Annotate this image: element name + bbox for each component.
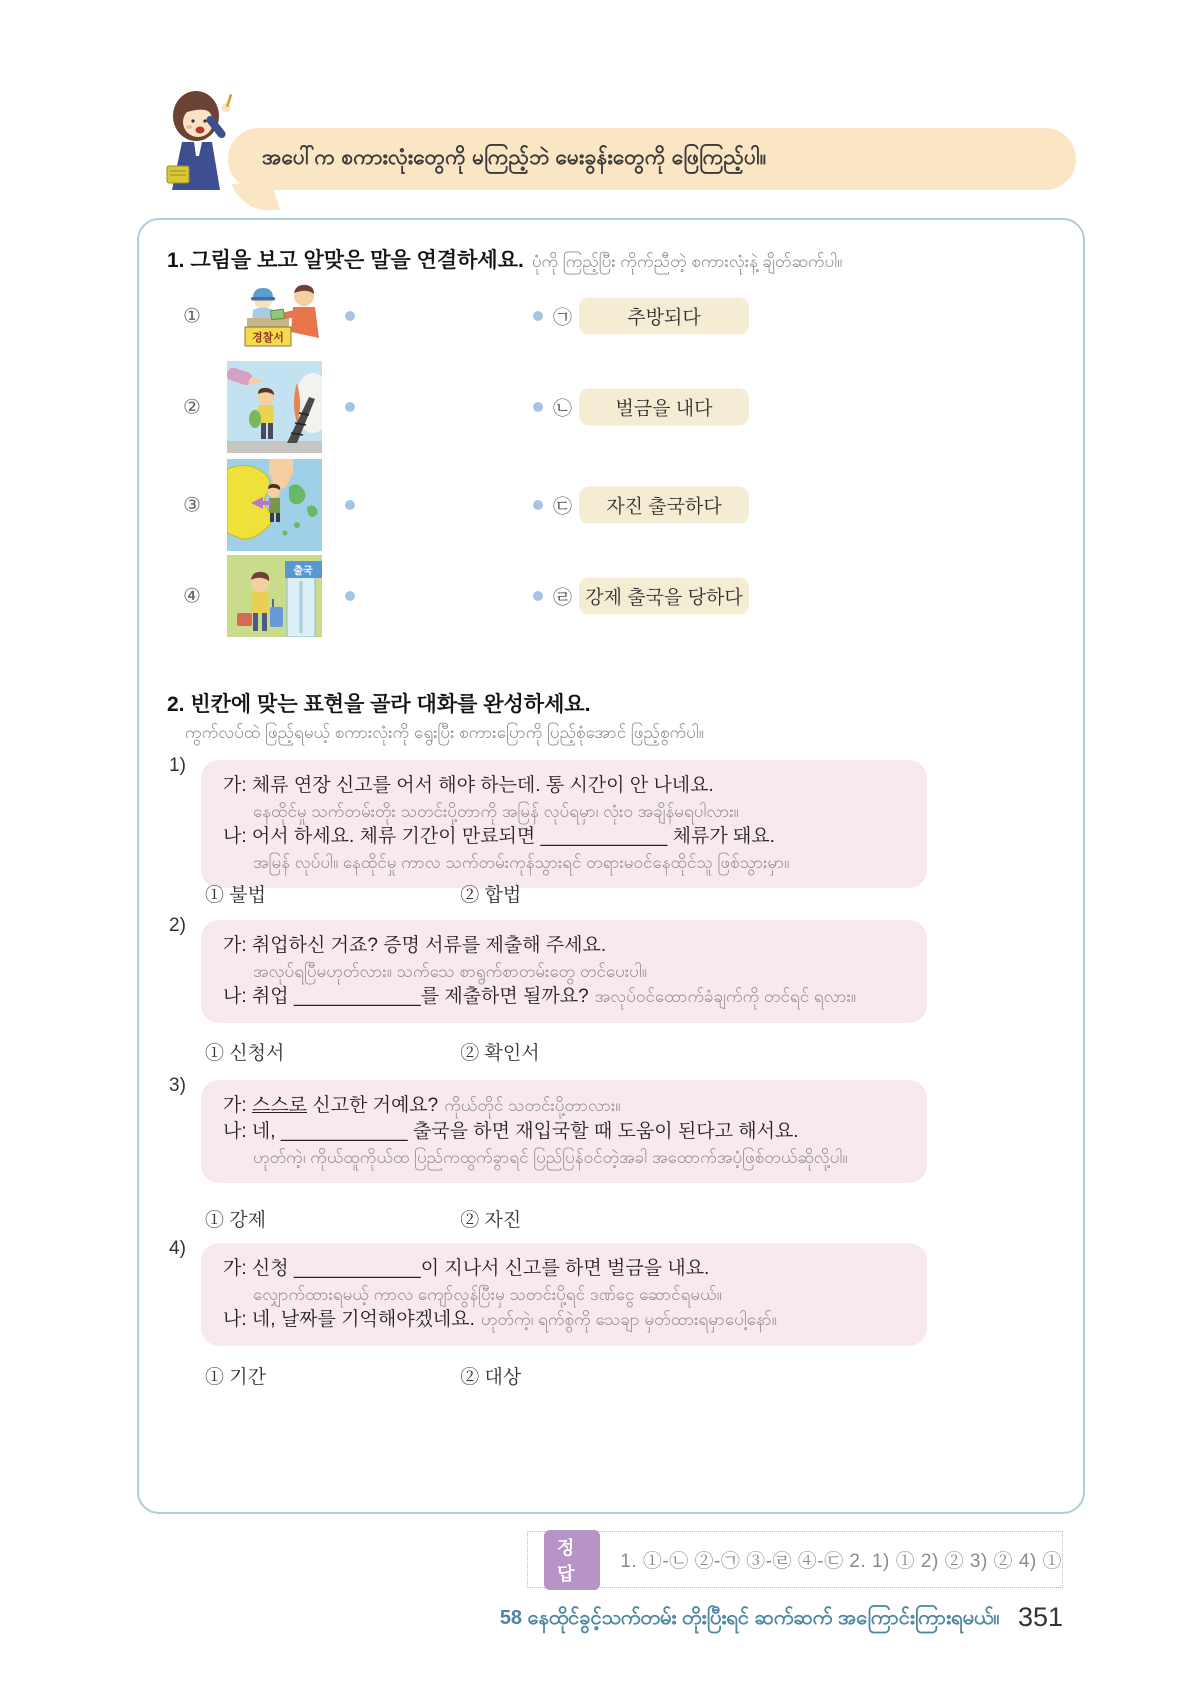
- item-number: ③: [183, 494, 201, 517]
- answer-label: ㉣: [553, 587, 573, 609]
- exercise-panel: [137, 218, 1085, 1514]
- teacher-mascot-illustration: [150, 86, 242, 198]
- dialogue-number: 2): [169, 915, 186, 936]
- answer-label: ㉡: [553, 398, 573, 420]
- dialogue-line-burmese: လျှောက်ထားရမယ့် ကာလ ကျော်လွန်ပြီးမှ သတင်းပို့ရင် ဒဏ်ငွေ ဆောင်ရမယ်။: [253, 1285, 722, 1304]
- match-dot-left: [345, 311, 355, 321]
- option-1: ① 강제: [205, 1210, 266, 1231]
- matching-row-1: [139, 276, 1083, 356]
- answer-key-text: 1. ①-㉡ ②-㉠ ③-㉣ ④-㉢ 2. 1) ① 2) ② 3) ② 4) ①: [620, 1551, 1062, 1572]
- answer-box: 강제 출국을 당하다: [579, 578, 749, 615]
- dialogue-line-korean: 나: 네, 날짜를 기억해야겠네요. ဟုတ်ကဲ့၊ ရက်စွဲကို သေချာ မှတ်ထားရမှာပေါ့နော်။: [223, 1309, 777, 1330]
- map-removal-illustration: [227, 459, 322, 551]
- matching-row-4: [139, 554, 1083, 638]
- dialogue-inline-burmese: အလုပ်ဝင်ထောက်ခံချက်ကို တင်ရင် ရလား။: [594, 987, 857, 1006]
- option-1: ① 신청서: [205, 1043, 285, 1064]
- options-row-1: [205, 880, 905, 907]
- dialogue-line-korean: 나: 어서 하세요. 체류 기간이 만료되면 ____________ 체류가 돼요.: [223, 826, 775, 847]
- exercise2-title: [167, 688, 591, 718]
- dialogue-box-4: [201, 1243, 927, 1346]
- option-2: ② 자진: [460, 1210, 522, 1231]
- item-number: ①: [183, 305, 201, 328]
- item-number: ④: [183, 585, 201, 608]
- match-dot-right: [533, 402, 543, 412]
- match-dot-left: [345, 500, 355, 510]
- exercise2-title-korean: 2. 빈칸에 맞는 표현을 골라 대화를 완성하세요.: [167, 693, 591, 716]
- dialogue-box-2: [201, 920, 927, 1023]
- option-1: ① 불법: [205, 885, 266, 906]
- svg-text:출국: 출국: [293, 566, 313, 577]
- match-dot-left: [345, 402, 355, 412]
- dialogue-line-korean: 가: 신청 ____________이 지나서 신고를 하면 벌금을 내요.: [223, 1258, 710, 1279]
- dialogue-line-korean: 가: 취업하신 거죠? 증명 서류를 제출해 주세요.: [223, 935, 607, 956]
- dialogue-line-burmese: နေထိုင်မှု သက်တမ်းတိုး သတင်းပို့တာကို အမြန် လုပ်ရမှာ၊ လုံးဝ အချိန်မရပါလား။: [253, 802, 739, 821]
- dialogue-line-korean: 나: 취업 ____________를 제출하면 될까요? အလုပ်ဝင်ထောက်ခံချက်ကို တင်ရင် ရလား။: [223, 986, 857, 1007]
- option-1: ① 기간: [205, 1367, 266, 1388]
- airplane-boarding-illustration: [227, 361, 322, 453]
- dialogue-line-burmese: အမြန် လုပ်ပါ။ နေထိုင်မှု ကာလ သက်တမ်းကုန်သွားရင် တရားမဝင်နေထိုင်သူ ဖြစ်သွားမှာ။: [253, 853, 790, 872]
- dialogue-line-korean: 가: 스스로 신고한 거예요? ကိုယ်တိုင် သတင်းပို့တာလား။: [223, 1095, 621, 1116]
- item-number: ②: [183, 396, 201, 419]
- match-dot-right: [533, 500, 543, 510]
- dialogue-inline-burmese: ကိုယ်တိုင် သတင်းပို့တာလား။: [444, 1096, 621, 1115]
- option-2: ② 확인서: [460, 1043, 540, 1064]
- dialogue-line-burmese: ဟုတ်ကဲ့၊ ကိုယ်ထူကိုယ်ထ ပြည်ကထွက်ခွာရင် ပြည်ပြန်ဝင်တဲ့အခါ အထောက်အပံ့ဖြစ်တယ်ဆိုလို့ပါ။: [253, 1148, 848, 1167]
- matching-row-2: [139, 360, 1083, 454]
- options-row-2: [205, 1038, 905, 1065]
- answer-label: ㉢: [553, 496, 573, 518]
- header-instruction-text: အပေါ်က စကားလုံးတွေကို မကြည့်ဘဲ မေးခွန်းတွေကို ဖြေကြည့်ပါ။: [262, 145, 767, 169]
- svg-text:경찰서: 경찰서: [252, 332, 284, 344]
- options-row-4: [205, 1362, 905, 1389]
- exercise2-subtitle: [185, 722, 704, 747]
- exercise1-title-burmese: ပုံကို ကြည့်ပြီး ကိုက်ညီတဲ့ စကားလုံးနဲ့ ချိတ်ဆက်ပါ။: [531, 252, 843, 271]
- dialogue-box-1: [201, 760, 927, 888]
- options-row-3: [205, 1205, 905, 1232]
- underlined-word: 스스로: [251, 1095, 307, 1116]
- dialogue-inline-burmese: ဟုတ်ကဲ့၊ ရက်စွဲကို သေချာ မှတ်ထားရမှာပေါ့နော်။: [480, 1310, 777, 1329]
- answer-key-box: [527, 1531, 1063, 1588]
- exercise1-title-korean: 1. 그림을 보고 알맞은 말을 연결하세요.: [167, 249, 524, 272]
- exercise1-title: [167, 244, 842, 276]
- header-instruction-band: [228, 128, 1076, 190]
- dialogue-box-3: [201, 1080, 927, 1183]
- answer-box: 추방되다: [579, 298, 749, 335]
- dialogue-line-korean: 가: 체류 연장 신고를 어서 해야 하는데. 통 시간이 안 나네요.: [223, 775, 714, 796]
- answer-key-badge: 정답: [544, 1530, 600, 1590]
- dialogue-number: 3): [169, 1075, 186, 1096]
- match-dot-right: [533, 311, 543, 321]
- exercise2-subtitle-burmese: ကွက်လပ်ထဲ ဖြည့်ရမယ့် စကားလုံးကို ရွေးပြီး စကားပြောကို ပြည့်စုံအောင် ဖြည့်စွက်ပါ။: [185, 723, 704, 742]
- page-number: 351: [1017, 1602, 1063, 1632]
- answer-box: 자진 출국하다: [579, 487, 749, 524]
- match-dot-left: [345, 591, 355, 601]
- departure-gate-illustration: [227, 555, 322, 637]
- page-footer: [0, 1602, 1063, 1634]
- match-dot-right: [533, 591, 543, 601]
- option-2: ② 대상: [460, 1367, 522, 1388]
- police-station-illustration: [227, 280, 322, 352]
- option-2: ② 합법: [460, 885, 522, 906]
- dialogue-number: 4): [169, 1238, 186, 1259]
- dialogue-line-burmese: အလုပ်ရပြီမဟုတ်လား။ သက်သေ စာရွက်စာတမ်းတွေ တင်ပေးပါ။: [253, 962, 647, 981]
- answer-box: 벌금을 내다: [579, 389, 749, 426]
- lesson-title: 58 နေထိုင်ခွင့်သက်တမ်း တိုးပြီးရင် ဆက်ဆက် အကြောင်းကြားရမယ်။: [499, 1607, 1000, 1629]
- answer-label: ㉠: [553, 307, 573, 329]
- dialogue-line-korean: 나: 네, ____________ 출국을 하면 재입국할 때 도움이 된다고 해서요.: [223, 1121, 799, 1142]
- matching-row-3: [139, 458, 1083, 552]
- dialogue-number: 1): [169, 755, 186, 776]
